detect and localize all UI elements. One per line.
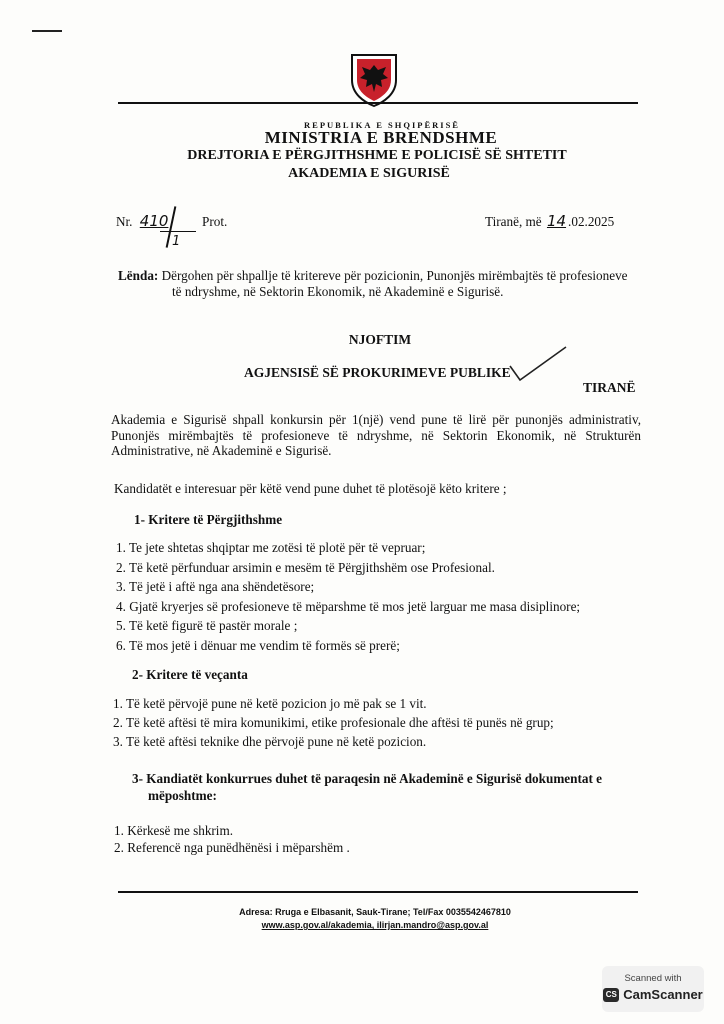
nr-sub-number: 1 (172, 234, 181, 249)
nr-handwritten: 410 (139, 212, 169, 230)
date-line (485, 214, 614, 230)
directorate-title: DREJTORIA E PËRGJITHSHME E POLICISË SË SHTETIT (187, 148, 567, 163)
list-item: 3. Të ketë aftësi teknike dhe përvojë pune në ketë pozicion. (113, 734, 427, 749)
date-suffix: .02.2025 (568, 214, 615, 229)
academy-title: AKADEMIA E SIGURISË (288, 166, 450, 181)
section-3-heading (132, 771, 642, 803)
footer-rule (118, 891, 638, 893)
camscanner-logo-icon: CS (603, 988, 619, 1002)
reference-number (116, 214, 168, 230)
subject-label: Lënda: (118, 268, 159, 283)
nr-label: Nr. (116, 214, 133, 229)
paragraph-1 (111, 412, 641, 459)
list-item: 1. Kërkesë me shkrim. (114, 823, 234, 838)
paragraph-1-line-1: Akademia e Sigurisë shpall konkursin për 1(një) vend pune të lirë për punonjës administrativ, (111, 412, 641, 427)
list-item: 2. Të ketë aftësi të mira komunikimi, etike profesionale dhe aftësi të punës në grup; (113, 715, 554, 730)
paragraph-2: Kandidatët e interesuar për këtë vend pune duhet të plotësojë këto kritere ; (114, 481, 507, 496)
notice-city: TIRANË (583, 380, 636, 395)
footer-links (0, 920, 724, 930)
albanian-eagle-emblem-icon (344, 52, 404, 108)
list-item: 2. Të ketë përfunduar arsimin e mesëm të Përgjithshëm ose Profesional. (116, 559, 495, 575)
prot-label: Prot. (202, 214, 228, 229)
list-item: 6. Të mos jetë i dënuar me vendim të formës së prerë; (116, 637, 400, 653)
ministry-title: MINISTRIA E BRENDSHME (264, 128, 498, 147)
section-1-list (116, 540, 656, 657)
camscanner-name: CamScanner (623, 987, 703, 1002)
camscanner-watermark (602, 966, 704, 1012)
republic-label: REPUBLIKA E SHQIPËRISË (304, 120, 460, 130)
section-3-list (114, 823, 654, 857)
list-item: 1. Te jete shtetas shqiptar me zotësi të plotë për të vepruar; (116, 540, 426, 555)
date-day-handwritten: 14 (546, 212, 567, 230)
check-mark-icon (506, 344, 570, 384)
list-item: 2. Referencë nga punëdhënësi i mëparshëm . (114, 840, 350, 855)
paragraph-1-line-2: Punonjës mirëmbajtës të profesioneve të ndryshme, në Sektorin Ekonomik, në Strukturën (111, 427, 641, 443)
camscanner-brand (602, 987, 704, 1002)
scanned-with-label: Scanned with (624, 973, 682, 984)
list-item: 3. Të jetë i aftë nga ana shëndetësore; (116, 579, 315, 594)
header-rule (118, 102, 638, 104)
list-item: 1. Të ketë përvojë pune në ketë pozicion jo më pak se 1 vit. (113, 696, 427, 711)
footer-address: Adresa: Rruga e Elbasanit, Sauk-Tirane; Tel/Fax 0035542467810 (239, 907, 511, 917)
list-item: 4. Gjatë kryerjes së profesioneve të mëparshme të mos jetë larguar me masa disiplinore; (116, 598, 581, 614)
notice-recipient: AGJENSISË SË PROKURIMEVE PUBLIKE (244, 365, 511, 380)
section-2-list (113, 696, 653, 753)
subject-text-line2: të ndryshme, në Sektorin Ekonomik, në Akademinë e Sigurisë. (172, 284, 504, 299)
corner-scan-mark (32, 30, 62, 32)
section-3-heading-line-1: 3- Kandiatët konkurrues duhet të paraqesin në Akademinë e Sigurisë dokumentat e (132, 771, 603, 786)
footer-link[interactable]: www.asp.gov.al/akademia, ilirjan.mandro@asp.gov.al (261, 920, 489, 930)
section-3-heading-line-2: mëposhtme: (148, 787, 217, 803)
date-prefix: Tiranë, më (485, 214, 542, 229)
subject-text: Dërgohen për shpallje të kritereve për pozicionin, Punonjës mirëmbajtës të profesioneve (161, 268, 628, 283)
notice-title: NJOFTIM (348, 332, 412, 347)
section-2-heading: 2- Kritere të veçanta (132, 667, 248, 682)
nr-underline (160, 231, 196, 232)
section-1-heading: 1- Kritere të Përgjithshme (134, 512, 283, 527)
list-item: 5. Të ketë figurë të pastër morale ; (116, 618, 298, 633)
paragraph-1-line-3: Administrative, në Akademinë e Sigurisë. (111, 443, 332, 458)
subject (118, 268, 658, 284)
